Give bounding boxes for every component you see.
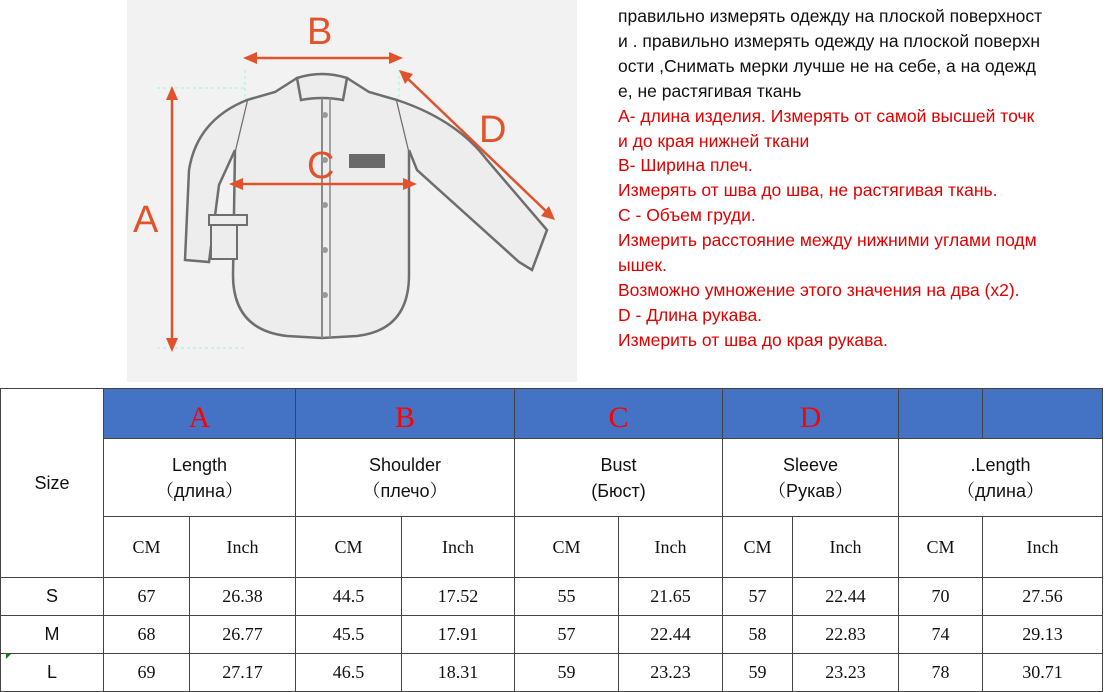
unit-header: Inch: [793, 517, 899, 578]
shirt-diagram: [127, 0, 577, 382]
value-cell: 21.65: [619, 578, 723, 616]
unit-header: Inch: [619, 517, 723, 578]
value-cell: 78: [899, 654, 983, 692]
label-c: C: [307, 145, 335, 187]
letter-cell-empty: [899, 389, 983, 439]
value-cell: 26.77: [190, 616, 296, 654]
instruction-line: и . правильно измерять одежду на плоской поверхн: [618, 30, 1040, 51]
value-cell: 46.5: [296, 654, 402, 692]
group-title: Sleeve: [782, 454, 839, 475]
unit-header: CM: [104, 517, 190, 578]
column-group-header: [899, 439, 1103, 517]
group-header-row: [1, 439, 1103, 517]
value-cell: 22.44: [793, 578, 899, 616]
unit-header-row: [1, 517, 1103, 578]
value-cell: 17.52: [402, 578, 515, 616]
size-header: Size: [34, 472, 70, 493]
value-cell: 17.91: [402, 616, 515, 654]
instruction-line: B- Ширина плеч.: [618, 155, 753, 176]
value-cell: 69: [104, 654, 190, 692]
value-cell: 59: [515, 654, 619, 692]
letter-d: D: [799, 400, 822, 434]
table-row: [1, 654, 1103, 692]
group-subtitle: （Рукав）: [768, 480, 853, 501]
unit-header: CM: [296, 517, 402, 578]
letter-header-row: [1, 389, 1103, 439]
unit-header: Inch: [983, 517, 1103, 578]
group-subtitle: （длина）: [155, 480, 243, 501]
value-cell: 30.71: [983, 654, 1103, 692]
letter-cell-a: [104, 389, 296, 439]
value-cell: 58: [723, 616, 793, 654]
label-b: B: [307, 11, 333, 53]
instruction-line: Измерять от шва до шва, не растягивая ткань.: [618, 180, 998, 201]
column-group-header: [723, 439, 899, 517]
label-d: D: [479, 109, 507, 151]
measurement-instructions: [618, 4, 1102, 353]
instruction-line: A- длина изделия. Измерять от самой высшей точк: [618, 105, 1035, 126]
value-cell: 29.13: [983, 616, 1103, 654]
size-chart-table-wrapper: [0, 388, 1103, 692]
value-cell: 67: [104, 578, 190, 616]
value-cell: 45.5: [296, 616, 402, 654]
value-cell: 22.44: [619, 616, 723, 654]
instruction-line: Возможно умножение этого значения на два (x2).: [618, 279, 1020, 300]
value-cell: 18.31: [402, 654, 515, 692]
unit-header: CM: [515, 517, 619, 578]
group-subtitle: （плечо）: [362, 480, 448, 501]
value-cell: 57: [515, 616, 619, 654]
unit-header: CM: [899, 517, 983, 578]
instruction-line: правильно измерять одежду на плоской поверхност: [618, 6, 1043, 26]
instruction-line: C - Объем груди.: [618, 205, 756, 226]
letter-cell-c: [515, 389, 723, 439]
value-cell: 27.17: [190, 654, 296, 692]
unit-header: Inch: [190, 517, 296, 578]
table-row: [1, 578, 1103, 616]
instruction-line: ости ,Снимать мерки лучше не на себе, а на одежд: [618, 55, 1036, 76]
size-rows: [1, 578, 1103, 692]
value-cell: 59: [723, 654, 793, 692]
instruction-line: Измерить от шва до края рукава.: [618, 329, 888, 350]
column-group-header: [515, 439, 723, 517]
instruction-line: Измерить расстояние между нижними углами подм: [618, 230, 1037, 251]
size-chart-table: [0, 388, 1103, 692]
letter-a: A: [188, 400, 211, 434]
size-header-cell: [1, 389, 104, 578]
group-subtitle: (Бюст): [591, 480, 646, 501]
letter-cell-b: [296, 389, 515, 439]
value-cell: 70: [899, 578, 983, 616]
table-row: [1, 616, 1103, 654]
size-cell: M: [1, 616, 104, 654]
size-cell: L: [1, 654, 104, 692]
letter-cell-d: [723, 389, 899, 439]
value-cell: 22.83: [793, 616, 899, 654]
instruction-line: ышек.: [618, 255, 667, 276]
value-cell: 74: [899, 616, 983, 654]
value-cell: 68: [104, 616, 190, 654]
instruction-line: е, не растягивая ткань: [618, 80, 802, 101]
column-group-header: [104, 439, 296, 517]
letter-c: C: [608, 400, 629, 434]
column-group-header: [296, 439, 515, 517]
group-title: Shoulder: [368, 454, 442, 475]
unit-header: CM: [723, 517, 793, 578]
size-cell: S: [1, 578, 104, 616]
letter-cell-empty: [983, 389, 1103, 439]
value-cell: 23.23: [793, 654, 899, 692]
instruction-line: и до края нижней ткани: [618, 130, 810, 151]
unit-header: Inch: [402, 517, 515, 578]
value-cell: 26.38: [190, 578, 296, 616]
label-a: A: [133, 199, 159, 241]
group-title: .Length: [970, 454, 1031, 475]
value-cell: 57: [723, 578, 793, 616]
value-cell: 23.23: [619, 654, 723, 692]
value-cell: 55: [515, 578, 619, 616]
group-subtitle: （длина）: [956, 480, 1044, 501]
value-cell: 27.56: [983, 578, 1103, 616]
shirt-measurement-illustration: [127, 0, 577, 382]
value-cell: 44.5: [296, 578, 402, 616]
group-title: Bust: [600, 454, 637, 475]
letter-b: B: [394, 400, 415, 434]
group-title: Length: [171, 454, 228, 475]
instruction-line: D - Длина рукава.: [618, 304, 763, 325]
